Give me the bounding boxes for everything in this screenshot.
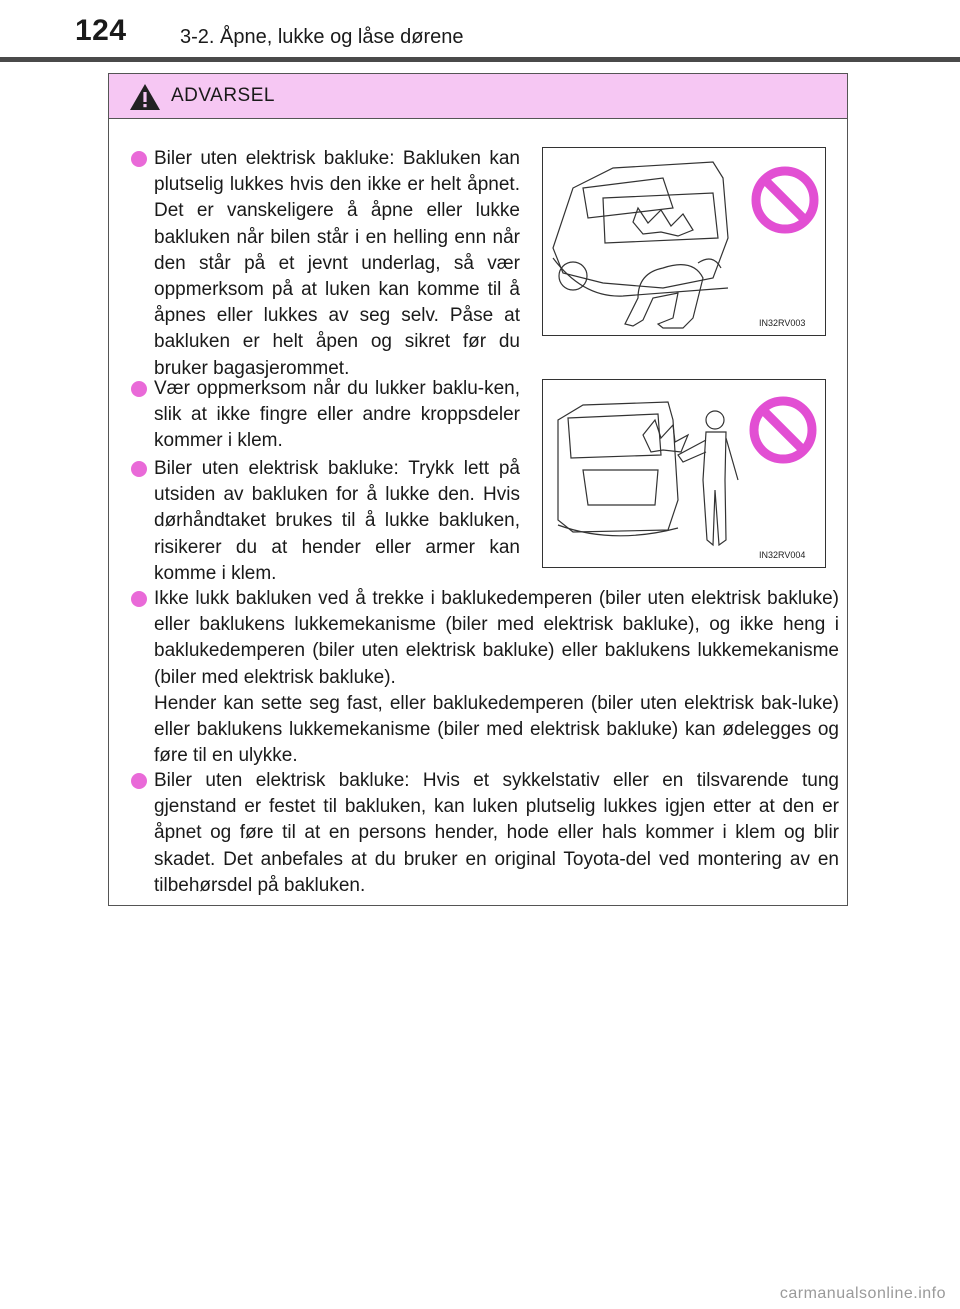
warning-triangle-icon <box>129 83 161 111</box>
warning-item <box>131 456 520 587</box>
warning-item-text: Biler uten elektrisk bakluke: Bakluken kan plutselig lukkes hvis den ikke er helt åpnet. Det er vanskeligere å åpne eller lukke bakluken når bilen står i en helling enn når den står på et jevnt underlag, så vær oppmerksom på at luken kan komme til å åpnes eller lukkes av seg selv. Påse at bakluken er helt åpen og sikret før du bruker bagasjerommet. <box>154 148 520 379</box>
warning-title: ADVARSEL <box>171 85 275 106</box>
prohibited-icon <box>751 166 819 234</box>
bullet-icon <box>131 381 147 397</box>
header-rule <box>0 57 960 62</box>
warning-item <box>131 146 520 382</box>
warning-header <box>109 74 847 119</box>
page-number: 124 <box>75 14 127 47</box>
warning-box <box>108 73 848 906</box>
warning-item-text: Biler uten elektrisk bakluke: Trykk lett på utsiden av bakluken for å lukke den. Hvis dørhåndtaket brukes til å lukke bakluken, risikerer du at hender eller armer kan komme i klem. <box>154 458 520 584</box>
warning-item-text: Vær oppmerksom når du lukker baklu-ken, slik at ikke fingre eller andre kroppsdeler kommer i klem. <box>154 378 520 452</box>
bullet-icon <box>131 151 147 167</box>
bullet-icon <box>131 461 147 477</box>
bullet-icon <box>131 591 147 607</box>
figure-hatch-closing <box>542 147 826 336</box>
warning-item-text: Ikke lukk bakluken ved å trekke i baklukedemperen (biler uten elektrisk bakluke) eller baklukens lukkemekanisme (biler med elektrisk bakluke), og ikke heng i baklukedemperen (biler uten elektrisk bakluke) eller baklukens lukkemekanisme (biler med elektrisk bakluke). <box>154 588 839 688</box>
warning-item <box>131 586 839 769</box>
figure-code: IN32RV003 <box>759 318 806 328</box>
warning-item <box>131 376 520 455</box>
warning-item-text: Hender kan sette seg fast, eller baklukedemperen (biler uten elektrisk bak-luke) eller baklukens lukkemekanisme (biler med elektrisk bakluke) kan ødelegges og føre til en ulykke. <box>154 692 839 767</box>
section-title: 3-2. Åpne, lukke og låse dørene <box>180 26 464 48</box>
warning-item-text: Biler uten elektrisk bakluke: Hvis et sykkelstativ eller en tilsvarende tung gjenstand er festet til bakluken, kan luken plutselig lukkes igjen etter at den er åpnet og føre til at en persons hender, hode eller hals kommer i klem og blir skadet. Det anbefales at du bruker en original Toyota-del ved montering av en tilbehørsdel på bakluken. <box>154 770 839 896</box>
figure-person-closing <box>542 379 826 568</box>
figure-code: IN32RV004 <box>759 550 806 560</box>
bullet-icon <box>131 773 147 789</box>
page-header <box>0 0 960 60</box>
prohibited-icon <box>749 396 817 464</box>
watermark: carmanualsonline.info <box>779 1285 946 1302</box>
warning-item <box>131 768 839 899</box>
